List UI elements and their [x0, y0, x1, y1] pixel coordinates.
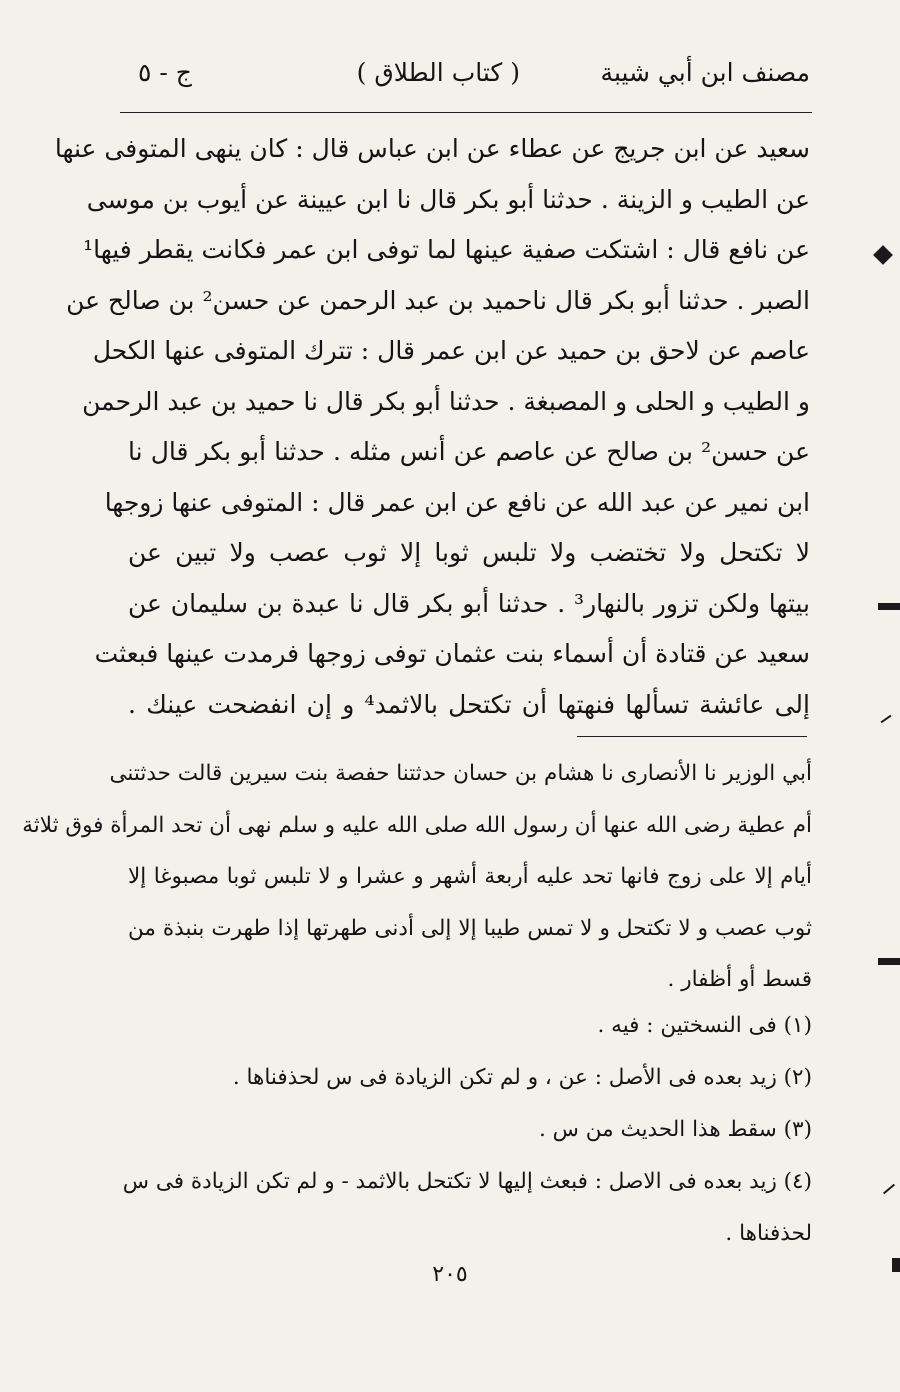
- note-line: أبي الوزير نا الأنصارى نا هشام بن حسان حدثتنا حفصة بنت سيرين قالت حدثتنى: [109, 761, 812, 786]
- notes-paragraph: [22, 748, 812, 1006]
- footnote-3: (٣) سقط هذا الحديث من س .: [539, 1117, 812, 1142]
- text-line: عن حسن² بن صالح عن عاصم عن أنس مثله . حدثنا أبو بكر قال نا: [128, 437, 810, 466]
- scan-mark: [878, 958, 900, 965]
- text-line: عن نافع قال : اشتكت صفية عينها لما توفى ابن عمر فكانت يقطر فيها¹: [83, 235, 810, 264]
- header-rule: [120, 112, 812, 113]
- footnote-2: (٢) زيد بعده فى الأصل : عن ، و لم تكن الزيادة فى س لحذفناها .: [232, 1065, 812, 1090]
- text-line: الصبر . حدثنا أبو بكر قال ناحميد بن عبد الرحمن عن حسن² بن صالح عن: [66, 285, 810, 315]
- note-line: أم عطية رضى الله عنها أن رسول الله صلى الله عليه و سلم نهى أن تحد المرأة فوق ثلاثة: [22, 812, 812, 838]
- footnote-1: (١) فى النسختين : فيه .: [597, 1013, 812, 1038]
- notes-rule: [577, 736, 807, 737]
- note-line: ثوب عصب و لا تكتحل و لا تمس طيبا إلا إلى أدنى طهرتها إذا طهرت بنبذة من: [128, 915, 812, 941]
- scan-mark: [873, 245, 893, 265]
- scan-mark: [883, 1184, 895, 1195]
- footnotes: [122, 1000, 812, 1260]
- text-line: عن الطيب و الزينة . حدثنا أبو بكر قال نا ابن عيينة عن أيوب بن موسى: [86, 184, 810, 214]
- scan-mark: [881, 715, 892, 724]
- notes-section: [22, 748, 812, 1006]
- note-line: أيام إلا على زوج فانها تحد عليه أربعة أشهر و عشرا و لا تلبس ثوبا مصبوغا إلا: [128, 864, 812, 889]
- text-line: عاصم عن لاحق بن حميد عن ابن عمر قال : تترك المتوفى عنها الكحل: [92, 336, 810, 365]
- page-header: [120, 58, 810, 98]
- text-line: سعيد عن قتادة أن أسماء بنت عثمان توفى زوجها فرمدت عينها فبعثت: [94, 639, 810, 668]
- note-line: قسط أو أظفار .: [667, 967, 812, 992]
- chapter-title: ( كتاب الطلاق ): [356, 58, 520, 87]
- text-line: إلى عائشة تسألها فنهتها أن تكتحل بالاثمد⁴ و إن انفضحت عينك .: [128, 689, 810, 719]
- text-line: ابن نمير عن عبد الله عن نافع عن ابن عمر قال : المتوفى عنها زوجها: [104, 487, 810, 517]
- book-title: مصنف ابن أبي شيبة: [600, 58, 810, 87]
- scan-mark: [878, 603, 900, 610]
- text-line: لا تكتحل ولا تختضب ولا تلبس ثوبا إلا ثوب عصب ولا تبين عن: [128, 538, 810, 567]
- main-text: [54, 124, 810, 730]
- footnote-4: (٤) زيد بعده فى الاصل : فبعث إليها لا تكتحل بالاثمد - و لم تكن الزيادة فى س: [122, 1169, 812, 1194]
- volume-label: ج - ٥: [138, 58, 192, 87]
- scan-mark: [892, 1258, 900, 1272]
- text-line: بيتها ولكن تزور بالنهار³ . حدثنا أبو بكر قال نا عبدة بن سليمان عن: [128, 588, 810, 618]
- footnote-4-continued: لحذفناها .: [725, 1221, 812, 1246]
- text-line: سعيد عن ابن جريج عن عطاء عن ابن عباس قال : كان ينهى المتوفى عنها: [54, 134, 810, 163]
- text-line: و الطيب و الحلى و المصبغة . حدثنا أبو بكر قال نا حميد بن عبد الرحمن: [82, 386, 810, 416]
- page-number: ٢٠٥: [432, 1262, 468, 1287]
